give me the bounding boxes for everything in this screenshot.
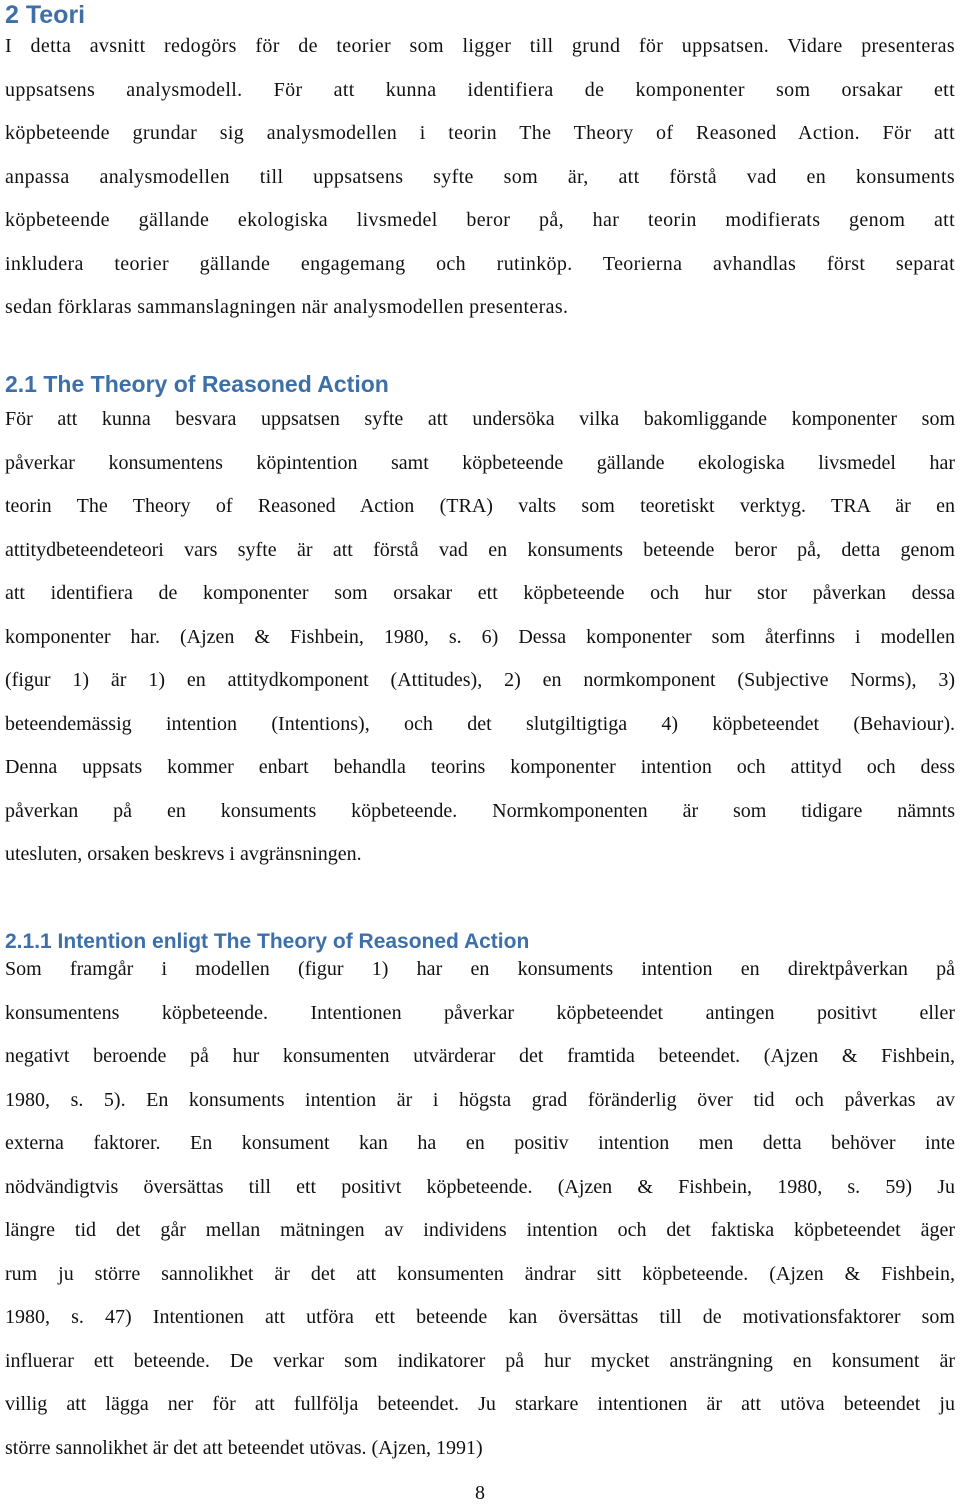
- text-line: negativt beroende på hur konsumenten utvärderar det framtida beteendet. (Ajzen & Fishbein,: [5, 1045, 955, 1067]
- text-line: nödvändigtvis översättas till ett positivt köpbeteende. (Ajzen & Fishbein, 1980, s. 59) Ju: [5, 1175, 955, 1198]
- text-line: uppsatsens analysmodell. För att kunna identifiera de komponenter som orsakar ett: [5, 78, 955, 101]
- subsubsection-paragraph: [5, 948, 955, 1470]
- text-line: influerar ett beteende. De verkar som indikatorer på hur mycket ansträngning en konsument är: [5, 1349, 955, 1372]
- text-line: 1980, s. 47) Intentionen att utföra ett beteende kan översättas till de motivationsfaktorer som: [5, 1306, 955, 1328]
- subsection-heading: 2.1 The Theory of Reasoned Action: [5, 371, 389, 397]
- text-line: påverkan på en konsuments köpbeteende. Normkomponenten är som tidigare nämnts: [5, 799, 955, 822]
- section-paragraph: [5, 25, 955, 330]
- text-line: beteendemässig intention (Intentions), och det slutgiltigtiga 4) köpbeteendet (Behaviour).: [5, 712, 955, 735]
- text-line: 1980, s. 5). En konsuments intention är i högsta grad föränderlig över tid och påverkas av: [5, 1088, 955, 1111]
- text-line: att identifiera de komponenter som orsakar ett köpbeteende och hur stor påverkan dessa: [5, 582, 955, 604]
- subsection-paragraph: [5, 398, 955, 877]
- text-line: attitydbeteendeteori vars syfte är att förstå vad en konsuments beteende beror på, detta genom: [5, 538, 955, 561]
- text-line: villig att lägga ner för att fullfölja beteendet. Ju starkare intentionen är att utöva beteendet ju: [5, 1393, 955, 1415]
- text-line: köpbeteende gällande ekologiska livsmedel beror på, har teorin modifierats genom att: [5, 209, 955, 231]
- page-number: 8: [475, 1482, 485, 1504]
- text-line: I detta avsnitt redogörs för de teorier som ligger till grund för uppsatsen. Vidare presenteras: [5, 35, 955, 57]
- text-line: externa faktorer. En konsument kan ha en positiv intention men detta behöver inte: [5, 1132, 955, 1154]
- text-line: Denna uppsats kommer enbart behandla teorins komponenter intention och attityd och dess: [5, 756, 955, 778]
- text-line: teorin The Theory of Reasoned Action (TRA) valts som teoretiskt verktyg. TRA är en: [5, 495, 955, 517]
- text-line: komponenter har. (Ajzen & Fishbein, 1980, s. 6) Dessa komponenter som återfinns i modellen: [5, 625, 955, 648]
- text-line: köpbeteende grundar sig analysmodellen i teorin The Theory of Reasoned Action. För att: [5, 122, 955, 144]
- text-line: anpassa analysmodellen till uppsatsens syfte som är, att förstå vad en konsuments: [5, 165, 955, 188]
- text-line: påverkar konsumentens köpintention samt köpbeteende gällande ekologiska livsmedel har: [5, 451, 955, 474]
- text-line: längre tid det går mellan mätningen av individens intention och det faktiska köpbeteendet äger: [5, 1219, 955, 1241]
- text-line: Som framgår i modellen (figur 1) har en konsuments intention en direktpåverkan på: [5, 958, 955, 980]
- text-line: För att kunna besvara uppsatsen syfte att undersöka vilka bakomliggande komponenter som: [5, 408, 955, 430]
- text-line: utesluten, orsaken beskrevs i avgränsningen.: [5, 843, 362, 865]
- section-heading: 2 Teori: [5, 1, 86, 29]
- text-line: rum ju större sannolikhet är det att konsumenten ändrar sitt köpbeteende. (Ajzen & Fishbein,: [5, 1262, 955, 1285]
- text-line: större sannolikhet är det att beteendet utövas. (Ajzen, 1991): [5, 1436, 483, 1459]
- subsubsection-heading: 2.1.1 Intention enligt The Theory of Reasoned Action: [5, 930, 530, 953]
- text-line: inkludera teorier gällande engagemang och rutinköp. Teorierna avhandlas först separat: [5, 252, 955, 275]
- text-line: konsumentens köpbeteende. Intentionen påverkar köpbeteendet antingen positivt eller: [5, 1001, 955, 1024]
- text-line: (figur 1) är 1) en attitydkomponent (Attitudes), 2) en normkomponent (Subjective Norms), 3): [5, 669, 955, 691]
- text-line: sedan förklaras sammanslagningen när analysmodellen presenteras.: [5, 296, 569, 318]
